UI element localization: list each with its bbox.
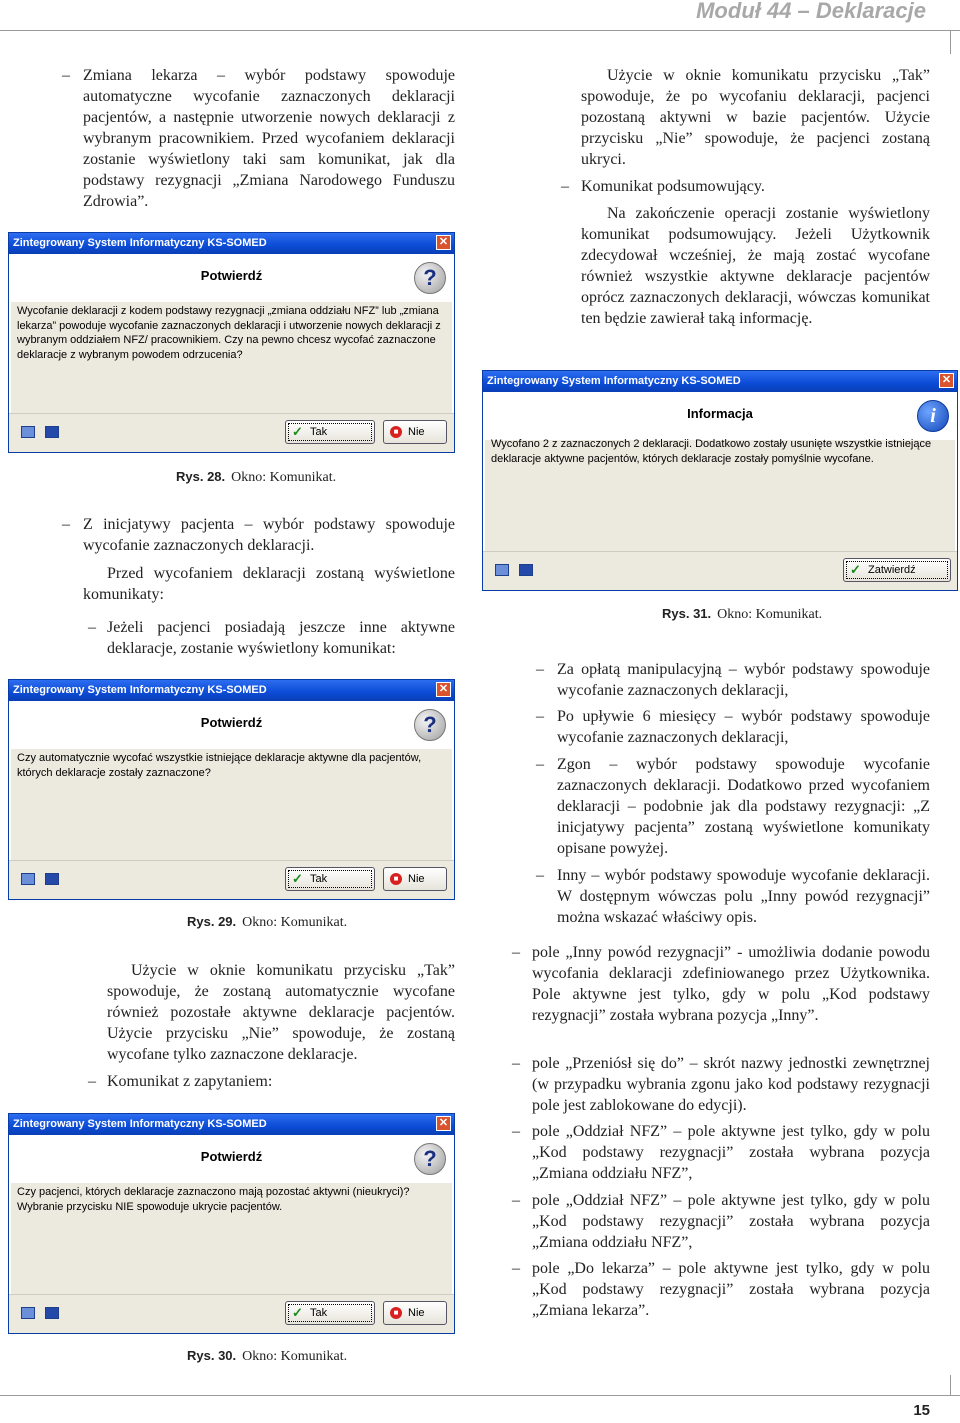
yes-button-label: Tak	[310, 1307, 328, 1319]
save-icon[interactable]	[45, 1307, 59, 1319]
notes-icon[interactable]	[21, 873, 35, 885]
list-item: pole „Do lekarza” – pole aktywne jest tylko, gdy w polu „Kod podstawy rezygnacji” została wybrana pozycja „Zmiana lekarza”.	[532, 1260, 930, 1319]
dialog-rys-28	[8, 232, 455, 453]
list-item: Inny – wybór podstawy spowoduje wycofanie deklaracji. W dostępnym wówczas polu „Inny powód rezygnacji” można wskazać właściwy opis.	[557, 867, 930, 926]
dialog-heading: Potwierdź	[200, 715, 263, 730]
dialog-button-bar	[9, 1294, 454, 1333]
header-rule-tick	[950, 30, 951, 54]
paragraph-jezeli-pacjenci: Jeżeli pacjenci posiadają jeszcze inne aktywne deklaracje, zostanie wyświetlony komunikat:	[107, 619, 455, 657]
list-item: pole „Przeniósł się do” – skrót nazwy jednostki zewnętrznej (w przypadku wybrania zgonu jako kod podstawy rezygnacji pole jest zablokowane do edycji).	[532, 1055, 930, 1114]
check-icon: ✓	[292, 1305, 303, 1320]
list-item: Po upływie 6 miesięcy – wybór podstawy spowoduje wycofanie zaznaczonych deklaracji,	[557, 708, 930, 746]
notes-icon[interactable]	[495, 564, 509, 576]
caption-text: Okno: Komunikat.	[231, 470, 337, 485]
dialog-titlebar: Zintegrowany System Informatyczny KS-SOMED	[483, 371, 957, 392]
list-item: Za opłatą manipulacyjną – wybór podstawy spowoduje wycofanie zaznaczonych deklaracji,	[557, 661, 930, 699]
paragraph-zmiana-lekarza: Zmiana lekarza – wybór podstawy spowoduje automatyczne wycofanie zaznaczonych deklaracji pacjentów, a następnie utworzenie nowych deklaracji z wybranym pracownikiem. Przed wycofaniem deklaracji zostanie wyświetlony taki sam komunikat, jak dla podstawy rezygnacji „Zmiana Narodowego Funduszu Zdrowia”.	[83, 67, 455, 210]
close-icon[interactable]: ✕	[436, 1116, 451, 1131]
caption-text: Okno: Komunikat.	[242, 1349, 348, 1364]
list-dash: –	[536, 661, 544, 678]
list-dash: –	[512, 944, 520, 961]
list-dash: –	[536, 708, 544, 725]
notes-icon[interactable]	[21, 426, 35, 438]
check-icon: ✓	[292, 871, 303, 886]
question-icon: ?	[414, 262, 446, 294]
dialog-titlebar: Zintegrowany System Informatyczny KS-SOMED	[9, 233, 454, 254]
question-icon: ?	[414, 1143, 446, 1175]
stop-icon: ■	[390, 1307, 402, 1319]
header-rule	[0, 30, 960, 31]
list-dash: –	[536, 756, 544, 773]
dialog-message: Czy automatycznie wycofać wszystkie istniejące deklaracje aktywne dla pacjentów, których deklaracje zostały zaznaczone?	[17, 752, 422, 779]
list-dash: –	[88, 1073, 96, 1090]
dialog-button-bar	[9, 413, 454, 452]
page-header-title: Moduł 44 – Deklaracje	[696, 0, 926, 23]
paragraph-przed-wycofaniem: Przed wycofaniem deklaracji zostaną wyświetlone komunikaty:	[83, 565, 455, 603]
list-dash: –	[512, 1192, 520, 1209]
check-icon: ✓	[850, 562, 861, 577]
list-dash: –	[88, 619, 96, 636]
info-icon: i	[917, 400, 949, 432]
save-icon[interactable]	[519, 564, 533, 576]
dialog-titlebar: Zintegrowany System Informatyczny KS-SOMED	[9, 1114, 454, 1135]
dialog-heading: Potwierdź	[200, 268, 263, 283]
list-dash: –	[536, 867, 544, 884]
paragraph-uzycie-tak: Użycie w oknie komunikatu przycisku „Tak” spowoduje, że zostaną automatycznie wycofane również pozostałe aktywne deklaracje pacjentów. Użycie przycisku „Nie” spowoduje, że zostaną wycofane tylko zaznaczone deklaracje.	[107, 962, 455, 1063]
dialog-header	[483, 392, 957, 440]
no-button-label: Nie	[408, 426, 425, 438]
paragraph-uzycie-tak-pacjenci: Użycie w oknie komunikatu przycisku „Tak” spowoduje, że po wycofaniu deklaracji, pacjenci pozostaną aktywni w bazie pacjentów. Użycie przycisku „Nie” spowoduje, że pacjenci zostaną ukryci.	[581, 67, 930, 168]
dialog-message: Wycofano 2 z zaznaczonych 2 deklaracji. Dodatkowo zostały usunięte wszystkie istniejące deklaracje aktywne pacjentów, których deklaracje zostały pomyślnie wycofane.	[491, 438, 932, 465]
caption-number: Rys. 29.	[187, 914, 237, 929]
list-dash: –	[512, 1123, 520, 1140]
caption-number: Rys. 28.	[176, 469, 226, 484]
paragraph-z-inicjatywy: Z inicjatywy pacjenta – wybór podstawy spowoduje wycofanie zaznaczonych deklaracji.	[83, 516, 455, 554]
save-icon[interactable]	[45, 426, 59, 438]
caption-text: Okno: Komunikat.	[242, 915, 348, 930]
dialog-rys-30	[8, 1113, 455, 1334]
caption-rys-31	[662, 605, 822, 624]
dialog-titlebar: Zintegrowany System Informatyczny KS-SOMED	[9, 680, 454, 701]
dialog-message: Wycofanie deklaracji z kodem podstawy rezygnacji „zmiana oddziału NFZ” lub „zmiana lekarza” powoduje wycofanie zaznaczonych deklaracji i utworzenie nowych deklaracji z wybranym oddziałem NFZ/ pracownikiem. Czy na pewno chcesz wycofać zaznaczone deklaracje z wybranym powodem odrzucenia?	[17, 305, 441, 361]
list-dash: –	[512, 1260, 520, 1277]
paragraph-na-zakonczenie: Na zakończenie operacji zostanie wyświetlony komunikat podsumowujący. Jeżeli Użytkownik zdecydował wcześniej, że mają zostać wycofane również wszystkie aktywne deklaracje pacjentów oprócz zaznaczonych deklaracji, wówczas komunikat ten będzie zawierał taką informację.	[581, 205, 930, 327]
no-button-label: Nie	[408, 1307, 425, 1319]
confirm-button[interactable]	[843, 558, 951, 582]
stop-icon: ■	[390, 426, 402, 438]
dialog-heading: Informacja	[687, 406, 753, 421]
paragraph-komunikat-zapytanie: Komunikat z zapytaniem:	[107, 1073, 273, 1090]
yes-button[interactable]	[285, 420, 375, 444]
yes-button-label: Tak	[310, 873, 328, 885]
list-dash: –	[561, 178, 569, 195]
caption-number: Rys. 30.	[187, 1348, 237, 1363]
no-button[interactable]	[383, 1301, 447, 1325]
footer-rule	[0, 1395, 960, 1396]
dialog-header	[9, 701, 454, 749]
dialog-button-bar	[483, 551, 957, 590]
dialog-message: Czy pacjenci, których deklaracje zaznaczono mają pozostać aktywni (nieukryci)? Wybranie przycisku NIE spowoduje ukrycie pacjentów.	[17, 1186, 410, 1213]
dialog-button-bar	[9, 860, 454, 899]
dialog-header	[9, 254, 454, 302]
list-item: pole „Inny powód rezygnacji” - umożliwia dodanie powodu wycofania deklaracji zdefiniowanego przez Użytkownika. Pole aktywne jest tylko, gdy w polu „Kod podstawy rezygnacji” została wybrana pozycja „Inny”.	[532, 944, 930, 1024]
notes-icon[interactable]	[21, 1307, 35, 1319]
footer-rule-tick	[950, 1375, 951, 1395]
save-icon[interactable]	[45, 873, 59, 885]
page-number: 15	[913, 1402, 930, 1419]
list-item: Zgon – wybór podstawy spowoduje wycofanie zaznaczonych deklaracji. Dodatkowo przed wycofaniem deklaracji – podobnie jak dla podstawy rezygnacji: „Z inicjatywy pacjenta” zostaną wyświetlone komunikaty opisane powyżej.	[557, 756, 930, 857]
no-button[interactable]	[383, 867, 447, 891]
dialog-body	[11, 749, 452, 861]
stop-icon: ■	[390, 873, 402, 885]
list-item: pole „Oddział NFZ” – pole aktywne jest tylko, gdy w polu „Kod podstawy rezygnacji” została wybrana pozycja „Zmiana oddziału NFZ”,	[532, 1192, 930, 1251]
dialog-body	[11, 302, 452, 414]
paragraph-komunikat-podsumowujacy: Komunikat podsumowujący.	[581, 178, 765, 195]
yes-button[interactable]	[285, 867, 375, 891]
dialog-body	[11, 1183, 452, 1295]
close-icon[interactable]: ✕	[436, 682, 451, 697]
dialog-heading: Potwierdź	[200, 1149, 263, 1164]
list-item: pole „Oddział NFZ” – pole aktywne jest tylko, gdy w polu „Kod podstawy rezygnacji” została wybrana pozycja „Zmiana oddziału NFZ”,	[532, 1123, 930, 1182]
dialog-body	[485, 440, 955, 552]
close-icon[interactable]: ✕	[939, 373, 954, 388]
caption-rys-28	[176, 468, 336, 487]
caption-text: Okno: Komunikat.	[717, 607, 823, 622]
dialog-rys-29	[8, 679, 455, 900]
no-button-label: Nie	[408, 873, 425, 885]
dialog-rys-31	[482, 370, 958, 591]
close-icon[interactable]: ✕	[436, 235, 451, 250]
yes-button-label: Tak	[310, 426, 328, 438]
dialog-header	[9, 1135, 454, 1183]
caption-rys-29	[187, 913, 347, 932]
caption-rys-30	[187, 1347, 347, 1366]
caption-number: Rys. 31.	[662, 606, 712, 621]
no-button[interactable]	[383, 420, 447, 444]
confirm-button-label: Zatwierdź	[868, 564, 916, 576]
list-dash: –	[512, 1055, 520, 1072]
check-icon: ✓	[292, 424, 303, 439]
list-dash: –	[62, 516, 70, 533]
list-dash: –	[62, 67, 70, 84]
yes-button[interactable]	[285, 1301, 375, 1325]
question-icon: ?	[414, 709, 446, 741]
